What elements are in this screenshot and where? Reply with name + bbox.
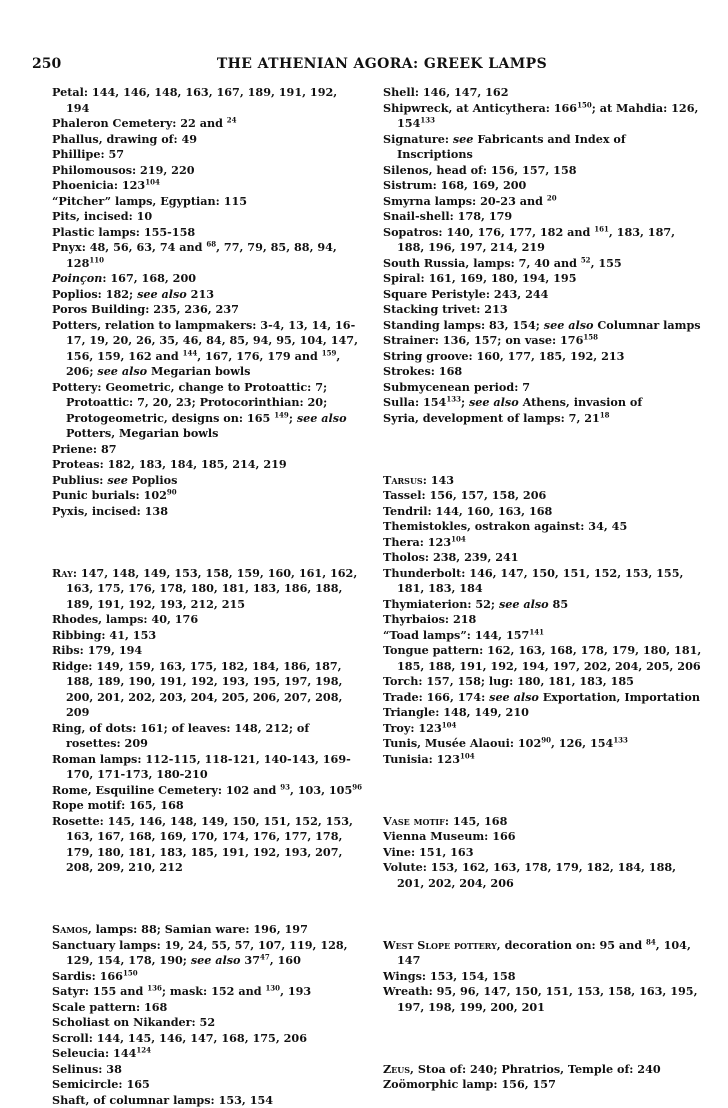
section-gap bbox=[383, 426, 703, 473]
index-entry-troy: Troy: $123^{104}$ bbox=[383, 721, 703, 737]
index-entry-strainer: Strainer: 136, 157; on vase: $176^{158}$ bbox=[383, 333, 703, 349]
index-entry-pnyx: Pnyx: 48, 56, 63, 74 and $^{68}$, 77, 79, 85, 88, 94, $128^{110}$ bbox=[52, 240, 362, 271]
index-entry-triangle: Triangle: 148, 149, 210 bbox=[383, 705, 703, 721]
index-entry-rhodes: Rhodes, lamps: 40, 176 bbox=[52, 612, 362, 628]
index-entry-poros: Poros Building: 235, 236, 237 bbox=[52, 302, 362, 318]
index-entry-stacking: Stacking trivet: 213 bbox=[383, 302, 703, 318]
index-entry-scale: Scale pattern: 168 bbox=[52, 1000, 362, 1016]
index-entry-themistokles: Themistokles, ostrakon against: 34, 45 bbox=[383, 519, 703, 535]
index-entry-sanctuary: Sanctuary lamps: 19, 24, 55, 57, 107, 119, 128, 129, 154, 178, 190; see also $37^{47}$, 160 bbox=[52, 938, 362, 969]
index-entry-petal: Petal: 144, 146, 148, 163, 167, 189, 191, 192, 194 bbox=[52, 85, 362, 116]
index-entry-scholiast: Scholiast on Nikander: 52 bbox=[52, 1015, 362, 1031]
index-entry-scroll: Scroll: 144, 145, 146, 147, 168, 175, 206 bbox=[52, 1031, 362, 1047]
index-entry-ring: Ring, of dots: 161; of leaves: 148, 212; of rosettes: 209 bbox=[52, 721, 362, 752]
index-entry-thymiaterion: Thymiaterion: 52; see also 85 bbox=[383, 597, 703, 613]
index-entry-sulla: Sulla: $154^{133}$; see also Athens, invasion of bbox=[383, 395, 703, 411]
index-entry-westslope: West Slope pottery, decoration on: 95 and $^{84}$, 104, 147 bbox=[383, 938, 703, 969]
index-entry-zoomorphic: Zoömorphic lamp: 156, 157 bbox=[383, 1077, 703, 1093]
index-entry-satyr: Satyr: 155 and $^{136}$; mask: 152 and $^{130}$, 193 bbox=[52, 984, 362, 1000]
index-entry-torch: Torch: 157, 158; lug: 180, 181, 183, 185 bbox=[383, 674, 703, 690]
index-entry-selinus: Selinus: 38 bbox=[52, 1062, 362, 1078]
section-gap bbox=[383, 1015, 703, 1062]
index-entry-signature: Signature: see Fabricants and Index of Inscriptions bbox=[383, 132, 703, 163]
index-entry-publius: Publius: see Poplios bbox=[52, 473, 362, 489]
index-entry-spiral: Spiral: 161, 169, 180, 194, 195 bbox=[383, 271, 703, 287]
index-entry-vienna: Vienna Museum: 166 bbox=[383, 829, 703, 845]
index-entry-potters: Potters, relation to lampmakers: 3-4, 13, 14, 16-17, 19, 20, 26, 35, 46, 84, 85, 94, 95, 104, 147, 156, 159, 162 and $^{144}$, 167, 176, 179 and $^{159}$, 206; see also Megarian bowls bbox=[52, 318, 362, 380]
index-entry-ribs: Ribs: 179, 194 bbox=[52, 643, 362, 659]
index-entry-rope: Rope motif: 165, 168 bbox=[52, 798, 362, 814]
index-entry-shaft: Shaft, of columnar lamps: 153, 154 bbox=[52, 1093, 362, 1108]
index-entry-tarsus: Tarsus: 143 bbox=[383, 473, 703, 489]
index-entry-poplios: Poplios: 182; see also 213 bbox=[52, 287, 362, 303]
index-entry-strokes: Strokes: 168 bbox=[383, 364, 703, 380]
index-entry-pitcher: “Pitcher” lamps, Egyptian: 115 bbox=[52, 194, 362, 210]
page-number: 250 bbox=[32, 56, 61, 72]
index-entry-ribbing: Ribbing: 41, 153 bbox=[52, 628, 362, 644]
index-entry-rome: Rome, Esquiline Cemetery: 102 and $^{93}$, 103, $105^{96}$ bbox=[52, 783, 362, 799]
index-entry-southrussia: South Russia, lamps: 7, 40 and $^{52}$, 155 bbox=[383, 256, 703, 272]
index-entry-phallus: Phallus, drawing of: 49 bbox=[52, 132, 362, 148]
index-entry-thunderbolt: Thunderbolt: 146, 147, 150, 151, 152, 153, 155, 181, 183, 184 bbox=[383, 566, 703, 597]
index-entry-wings: Wings: 153, 154, 158 bbox=[383, 969, 703, 985]
index-entry-ridge: Ridge: 149, 159, 163, 175, 182, 184, 186, 187, 188, 189, 190, 191, 192, 193, 195, 197, 198, 200, 201, 202, 203, 204, 205, 206, 207, 208, 209 bbox=[52, 659, 362, 721]
index-entry-phaleron: Phaleron Cemetery: 22 and $^{24}$ bbox=[52, 116, 362, 132]
index-entry-punic: Punic burials: $102^{90}$ bbox=[52, 488, 362, 504]
index-entry-square: Square Peristyle: 243, 244 bbox=[383, 287, 703, 303]
index-entry-plastic: Plastic lamps: 155-158 bbox=[52, 225, 362, 241]
index-entry-rosette: Rosette: 145, 146, 148, 149, 150, 151, 152, 153, 163, 167, 168, 169, 170, 174, 176, 177, 178, 179, 180, 181, 183, 185, 191, 192, 193, 207, 208, 209, 210, 212 bbox=[52, 814, 362, 876]
section-gap bbox=[52, 876, 362, 923]
index-entry-vase: Vase motif: 145, 168 bbox=[383, 814, 703, 830]
index-entry-priene: Priene: 87 bbox=[52, 442, 362, 458]
index-entry-tholos: Tholos: 238, 239, 241 bbox=[383, 550, 703, 566]
index-entry-tongue: Tongue pattern: 162, 163, 168, 178, 179, 180, 181, 185, 188, 191, 192, 194, 197, 202, 204, 205, 206 bbox=[383, 643, 703, 674]
index-entry-vine: Vine: 151, 163 bbox=[383, 845, 703, 861]
index-entry-submycenean: Submycenean period: 7 bbox=[383, 380, 703, 396]
index-entry-tendril: Tendril: 144, 160, 163, 168 bbox=[383, 504, 703, 520]
index-entry-sopatros: Sopatros: 140, 176, 177, 182 and $^{161}$, 183, 187, 188, 196, 197, 214, 219 bbox=[383, 225, 703, 256]
index-entry-thyrbaios: Thyrbaios: 218 bbox=[383, 612, 703, 628]
index-column-right bbox=[383, 85, 703, 1093]
index-entry-pottery: Pottery: Geometric, change to Protoattic: 7; Protoattic: 7, 20, 23; Protocorinthian: 20; Protogeometric, designs on: 165 $^{149}$; see also Potters, Megarian bowls bbox=[52, 380, 362, 442]
index-entry-proteas: Proteas: 182, 183, 184, 185, 214, 219 bbox=[52, 457, 362, 473]
index-entry-volute: Volute: 153, 162, 163, 178, 179, 182, 184, 188, 201, 202, 204, 206 bbox=[383, 860, 703, 891]
index-entry-shipwreck: Shipwreck, at Anticythera: $166^{150}$; at Mahdia: 126, $154^{133}$ bbox=[383, 101, 703, 132]
index-entry-smyrna: Smyrna lamps: 20-23 and $^{20}$ bbox=[383, 194, 703, 210]
section-gap bbox=[383, 891, 703, 938]
index-entry-trade: Trade: 166, 174: see also Exportation, Importation bbox=[383, 690, 703, 706]
index-entry-silenos: Silenos, head of: 156, 157, 158 bbox=[383, 163, 703, 179]
section-gap bbox=[383, 767, 703, 814]
index-entry-syria: Syria, development of lamps: 7, $21^{18}$ bbox=[383, 411, 703, 427]
index-entry-phillipe: Phillipe: 57 bbox=[52, 147, 362, 163]
index-entry-sardis: Sardis: $166^{150}$ bbox=[52, 969, 362, 985]
index-entry-string: String groove: 160, 177, 185, 192, 213 bbox=[383, 349, 703, 365]
index-entry-samos: Samos, lamps: 88; Samian ware: 196, 197 bbox=[52, 922, 362, 938]
index-entry-ray: Ray: 147, 148, 149, 153, 158, 159, 160, 161, 162, 163, 175, 176, 178, 180, 181, 183, 186, 188, 189, 191, 192, 193, 212, 215 bbox=[52, 566, 362, 613]
index-entry-standing: Standing lamps: 83, 154; see also Columnar lamps bbox=[383, 318, 703, 334]
index-entry-semicircle: Semicircle: 165 bbox=[52, 1077, 362, 1093]
index-entry-tassel: Tassel: 156, 157, 158, 206 bbox=[383, 488, 703, 504]
index-entry-pyxis: Pyxis, incised: 138 bbox=[52, 504, 362, 520]
index-entry-snail: Snail-shell: 178, 179 bbox=[383, 209, 703, 225]
index-entry-poincon: Poinçon: 167, 168, 200 bbox=[52, 271, 362, 287]
index-entry-roman: Roman lamps: 112-115, 118-121, 140-143, 169-170, 171-173, 180-210 bbox=[52, 752, 362, 783]
running-title: THE ATHENIAN AGORA: GREEK LAMPS bbox=[32, 56, 692, 72]
index-entry-sistrum: Sistrum: 168, 169, 200 bbox=[383, 178, 703, 194]
index-entry-pits: Pits, incised: 10 bbox=[52, 209, 362, 225]
index-column-left bbox=[52, 85, 362, 1108]
index-entry-toad: “Toad lamps”: 144, $157^{141}$ bbox=[383, 628, 703, 644]
index-entry-zeus: Zeus, Stoa of: 240; Phratrios, Temple of: 240 bbox=[383, 1062, 703, 1078]
index-entry-wreath: Wreath: 95, 96, 147, 150, 151, 153, 158, 163, 195, 197, 198, 199, 200, 201 bbox=[383, 984, 703, 1015]
page-header bbox=[32, 56, 692, 76]
index-entry-philomousos: Philomousos: 219, 220 bbox=[52, 163, 362, 179]
index-entry-thera: Thera: $123^{104}$ bbox=[383, 535, 703, 551]
index-entry-phoenicia: Phoenicia: $123^{104}$ bbox=[52, 178, 362, 194]
index-entry-tunisia: Tunisia: $123^{104}$ bbox=[383, 752, 703, 768]
index-entry-shell: Shell: 146, 147, 162 bbox=[383, 85, 703, 101]
index-entry-tunis: Tunis, Musée Alaoui: $102^{90}$, 126, $154^{133}$ bbox=[383, 736, 703, 752]
index-entry-seleucia: Seleucia: $144^{124}$ bbox=[52, 1046, 362, 1062]
section-gap bbox=[52, 519, 362, 566]
